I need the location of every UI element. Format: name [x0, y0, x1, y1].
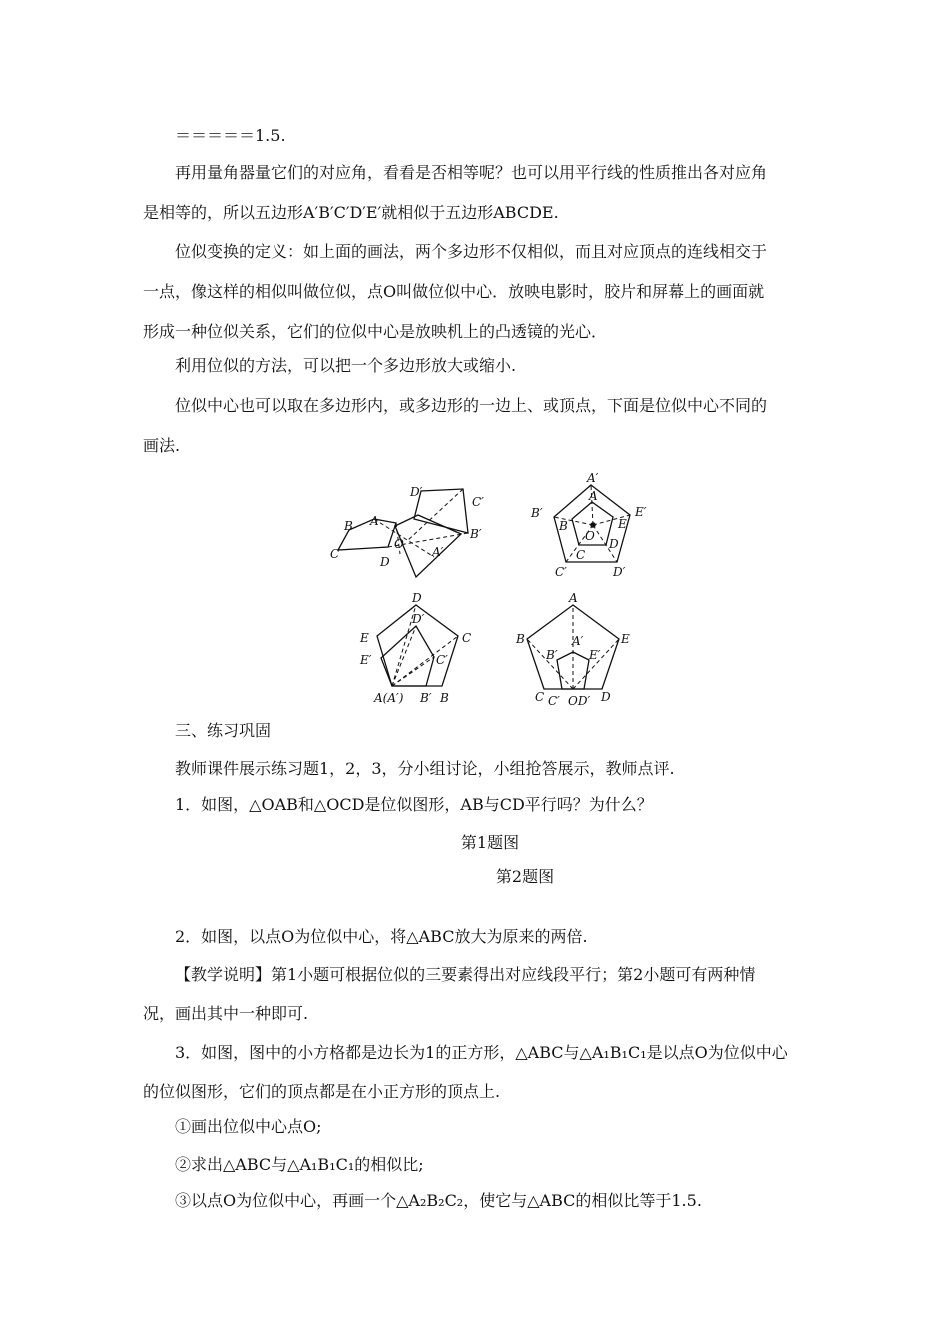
label-a: A — [589, 489, 598, 503]
question-3-line-1: 3．如图，图中的小方格都是边长为1的正方形，△ABC与△A₁B₁C₁是以点O为位似中心 — [175, 1043, 788, 1062]
caption-figure-2: 第2题图 — [495, 867, 555, 886]
label-b-prime: B′ — [531, 506, 543, 520]
label-c-prime: C′ — [472, 495, 484, 509]
question-3-line-2: 的位似图形，它们的顶点都是在小正方形的顶点上. — [143, 1082, 501, 1101]
paragraph-center-2: 画法. — [143, 436, 181, 455]
question-3-item-1: ①画出位似中心点O; — [175, 1117, 322, 1136]
paragraph-definition-3: 形成一种位似关系，它们的位似中心是放映机上的凸透镜的光心． — [143, 322, 608, 341]
label-d: D — [601, 690, 611, 704]
label-b: B — [344, 519, 353, 533]
label-b-prime: B′ — [420, 691, 432, 705]
label-a-prime: A′ — [587, 471, 599, 485]
label-b: B — [559, 519, 568, 533]
label-c: C — [330, 547, 340, 561]
label-o: O — [585, 529, 595, 543]
question-3-item-2: ②求出△ABC与△A₁B₁C₁的相似比; — [175, 1155, 424, 1174]
paragraph-scaling: 利用位似的方法，可以把一个多边形放大或缩小. — [175, 356, 517, 375]
teaching-note-1: 【教学说明】第1小题可根据位似的三要素得出对应线段平行；第2小题可有两种情 — [175, 965, 756, 984]
caption-figure-1: 第1题图 — [460, 833, 520, 852]
paragraph-definition-2: 一点，像这样的相似叫做位似，点O叫做位似中心．放映电影时，胶片和屏幕上的画面就 — [143, 282, 765, 301]
question-3-item-3: ③以点O为位似中心，再画一个△A₂B₂C₂，使它与△ABC的相似比等于1.5. — [175, 1191, 702, 1210]
paragraph-exercise-intro: 教师课件展示练习题1，2，3，分小组讨论，小组抢答展示，教师点评. — [175, 759, 675, 778]
section-heading-practice: 三、练习巩固 — [175, 721, 272, 740]
label-e-prime: E′ — [589, 648, 601, 662]
label-d-prime: D′ — [410, 485, 423, 499]
paragraph-angles-2: 是相等的，所以五边形A′B′C′D′E′就相似于五边形ABCDE. — [143, 203, 559, 222]
label-a-prime: A′ — [572, 634, 584, 648]
label-d: D — [609, 537, 619, 551]
question-1: 1．如图，△OAB和△OCD是位似图形，AB与CD平行吗？为什么？ — [175, 795, 653, 814]
paragraph-ratio: ＝＝＝＝＝1.5. — [175, 126, 286, 145]
teaching-note-2: 况，画出其中一种即可. — [143, 1004, 309, 1023]
label-a: A — [569, 591, 578, 605]
figure-homothety-side — [510, 590, 640, 710]
label-e: E — [621, 632, 630, 646]
label-c: C — [462, 631, 472, 645]
label-d: D — [380, 555, 390, 569]
label-d-prime: D′ — [412, 612, 425, 626]
label-d-prime: D′ — [613, 565, 626, 579]
paragraph-definition-1: 位似变换的定义：如上面的画法，两个多边形不仅相似，而且对应顶点的连线相交于 — [175, 242, 768, 261]
label-b: B — [440, 691, 449, 705]
label-a-a-prime: A(A′) — [374, 691, 404, 705]
paragraph-angles-1: 再用量角器量它们的对应角，看看是否相等呢？也可以用平行线的性质推出各对应角 — [175, 163, 768, 182]
label-a-prime: A′ — [432, 545, 444, 559]
paragraph-center-1: 位似中心也可以取在多边形内，或多边形的一边上、或顶点，下面是位似中心不同的 — [175, 396, 768, 415]
label-e: E — [618, 517, 627, 531]
label-e-prime: E′ — [360, 653, 372, 667]
label-d: D — [412, 591, 422, 605]
figure-homothety-inside — [525, 470, 665, 585]
label-c-prime: C′ — [548, 694, 560, 708]
label-b-prime: B′ — [546, 648, 558, 662]
label-c: C — [576, 548, 586, 562]
label-b-prime: B′ — [470, 527, 482, 541]
figure-homothety-vertex — [360, 590, 485, 710]
label-a: A — [370, 514, 379, 528]
question-2: 2．如图，以点O为位似中心，将△ABC放大为原来的两倍. — [175, 927, 588, 946]
figure-homothety-between — [330, 480, 500, 580]
label-o-d-prime: OD′ — [568, 694, 591, 708]
label-c: C — [535, 690, 545, 704]
label-o: O — [394, 537, 404, 551]
label-c-prime: C′ — [436, 653, 448, 667]
label-c-prime: C′ — [555, 565, 567, 579]
label-b: B — [516, 632, 525, 646]
label-e: E — [360, 631, 369, 645]
label-e-prime: E′ — [635, 505, 647, 519]
